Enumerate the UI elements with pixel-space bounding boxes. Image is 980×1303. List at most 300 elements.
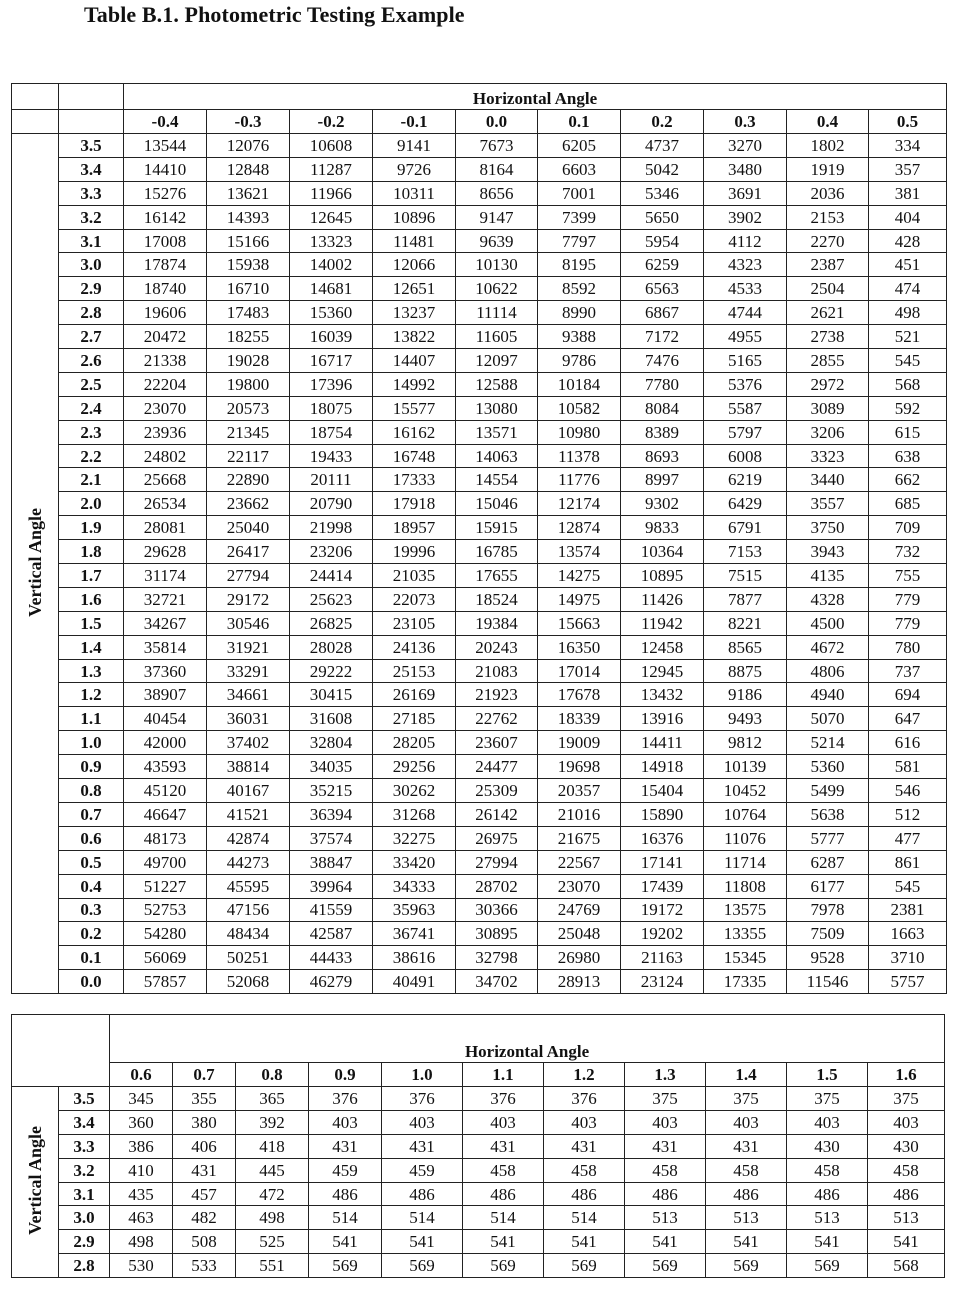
- candela-value-cell: 20357: [538, 779, 621, 803]
- candela-value-cell: 22567: [538, 850, 621, 874]
- candela-value-cell: 21163: [621, 946, 704, 970]
- candela-value-cell: 472: [236, 1182, 309, 1206]
- vertical-angle-row-header: 0.2: [59, 922, 124, 946]
- candela-value-cell: 435: [110, 1182, 173, 1206]
- candela-value-cell: 4500: [787, 611, 869, 635]
- candela-value-cell: 36394: [290, 802, 373, 826]
- candela-value-cell: 458: [787, 1158, 868, 1182]
- candela-value-cell: 17008: [124, 229, 207, 253]
- candela-value-cell: 20243: [456, 635, 538, 659]
- candela-value-cell: 10184: [538, 372, 621, 396]
- table-row: [12, 802, 947, 826]
- candela-value-cell: 9141: [373, 134, 456, 158]
- candela-value-cell: 16785: [456, 540, 538, 564]
- candela-value-cell: 21035: [373, 564, 456, 588]
- photometric-table-1: [11, 83, 947, 994]
- candela-value-cell: 13575: [704, 898, 787, 922]
- vertical-angle-row-header: 0.1: [59, 946, 124, 970]
- candela-value-cell: 5499: [787, 779, 869, 803]
- candela-value-cell: 3440: [787, 468, 869, 492]
- candela-value-cell: 513: [868, 1206, 945, 1230]
- candela-value-cell: 17678: [538, 683, 621, 707]
- corner-cell: [59, 110, 124, 134]
- candela-value-cell: 541: [868, 1230, 945, 1254]
- table-row: [12, 611, 947, 635]
- candela-value-cell: 9812: [704, 731, 787, 755]
- candela-value-cell: 19606: [124, 301, 207, 325]
- candela-value-cell: 51227: [124, 874, 207, 898]
- candela-value-cell: 10139: [704, 755, 787, 779]
- candela-value-cell: 498: [110, 1230, 173, 1254]
- candela-value-cell: 486: [868, 1182, 945, 1206]
- candela-value-cell: 381: [869, 181, 947, 205]
- candela-value-cell: 525: [236, 1230, 309, 1254]
- candela-value-cell: 16376: [621, 826, 704, 850]
- candela-value-cell: 11546: [787, 970, 869, 994]
- candela-value-cell: 18524: [456, 587, 538, 611]
- candela-value-cell: 513: [625, 1206, 706, 1230]
- table-row: [12, 659, 947, 683]
- candela-value-cell: 513: [787, 1206, 868, 1230]
- candela-value-cell: 551: [236, 1254, 309, 1278]
- candela-value-cell: 4323: [704, 253, 787, 277]
- candela-value-cell: 19433: [290, 444, 373, 468]
- candela-value-cell: 541: [309, 1230, 382, 1254]
- candela-value-cell: 533: [173, 1254, 236, 1278]
- candela-value-cell: 29172: [207, 587, 290, 611]
- candela-value-cell: 22890: [207, 468, 290, 492]
- candela-value-cell: 14681: [290, 277, 373, 301]
- candela-value-cell: 36031: [207, 707, 290, 731]
- candela-value-cell: 52753: [124, 898, 207, 922]
- candela-value-cell: 8656: [456, 181, 538, 205]
- candela-value-cell: 16710: [207, 277, 290, 301]
- table-row: [12, 372, 947, 396]
- candela-value-cell: 6177: [787, 874, 869, 898]
- candela-value-cell: 5214: [787, 731, 869, 755]
- candela-value-cell: 7153: [704, 540, 787, 564]
- candela-value-cell: 21016: [538, 802, 621, 826]
- candela-value-cell: 458: [625, 1158, 706, 1182]
- candela-value-cell: 5638: [787, 802, 869, 826]
- candela-value-cell: 2153: [787, 205, 869, 229]
- candela-value-cell: 6603: [538, 157, 621, 181]
- vertical-angle-row-header: 0.7: [59, 802, 124, 826]
- vertical-angle-row-header: 3.2: [59, 205, 124, 229]
- vertical-angle-row-header: 3.0: [59, 253, 124, 277]
- candela-value-cell: 38907: [124, 683, 207, 707]
- candela-value-cell: 17483: [207, 301, 290, 325]
- horizontal-angle-column-header: 1.6: [868, 1063, 945, 1087]
- candela-value-cell: 52068: [207, 970, 290, 994]
- vertical-angle-row-header: 0.6: [59, 826, 124, 850]
- candela-value-cell: 459: [382, 1158, 463, 1182]
- candela-value-cell: 35963: [373, 898, 456, 922]
- candela-value-cell: 9147: [456, 205, 538, 229]
- table-row: [12, 898, 947, 922]
- horizontal-angle-column-header: 0.8: [236, 1063, 309, 1087]
- candela-value-cell: 19172: [621, 898, 704, 922]
- candela-value-cell: 6429: [704, 492, 787, 516]
- table-row: [12, 349, 947, 373]
- candela-value-cell: 32804: [290, 731, 373, 755]
- candela-value-cell: 345: [110, 1087, 173, 1111]
- candela-value-cell: 4737: [621, 134, 704, 158]
- table-row: [12, 181, 947, 205]
- candela-value-cell: 23662: [207, 492, 290, 516]
- candela-value-cell: 3206: [787, 420, 869, 444]
- candela-value-cell: 46647: [124, 802, 207, 826]
- vertical-angle-label: Vertical Angle: [25, 1126, 45, 1235]
- candela-value-cell: 4112: [704, 229, 787, 253]
- candela-value-cell: 6219: [704, 468, 787, 492]
- candela-value-cell: 5376: [704, 372, 787, 396]
- candela-value-cell: 17141: [621, 850, 704, 874]
- table-row: [12, 229, 947, 253]
- candela-value-cell: 18339: [538, 707, 621, 731]
- candela-value-cell: 31268: [373, 802, 456, 826]
- candela-value-cell: 28028: [290, 635, 373, 659]
- vertical-angle-row-header: 2.9: [59, 277, 124, 301]
- candela-value-cell: 7172: [621, 325, 704, 349]
- candela-value-cell: 8195: [538, 253, 621, 277]
- vertical-angle-row-header: 3.1: [59, 1182, 110, 1206]
- vertical-angle-row-header: 1.6: [59, 587, 124, 611]
- candela-value-cell: 15915: [456, 516, 538, 540]
- candela-value-cell: 31174: [124, 564, 207, 588]
- candela-value-cell: 662: [869, 468, 947, 492]
- candela-value-cell: 7797: [538, 229, 621, 253]
- candela-value-cell: 28913: [538, 970, 621, 994]
- candela-value-cell: 709: [869, 516, 947, 540]
- table-row: [12, 468, 947, 492]
- table-row: [12, 1158, 945, 1182]
- candela-value-cell: 10311: [373, 181, 456, 205]
- candela-value-cell: 15046: [456, 492, 538, 516]
- candela-value-cell: 40491: [373, 970, 456, 994]
- candela-value-cell: 14918: [621, 755, 704, 779]
- candela-value-cell: 10364: [621, 540, 704, 564]
- candela-value-cell: 30415: [290, 683, 373, 707]
- candela-value-cell: 581: [869, 755, 947, 779]
- vertical-angle-row-header: 1.1: [59, 707, 124, 731]
- candela-value-cell: 1663: [869, 922, 947, 946]
- candela-value-cell: 15663: [538, 611, 621, 635]
- candela-value-cell: 6867: [621, 301, 704, 325]
- candela-value-cell: 418: [236, 1134, 309, 1158]
- candela-value-cell: 12458: [621, 635, 704, 659]
- candela-value-cell: 30366: [456, 898, 538, 922]
- candela-value-cell: 10130: [456, 253, 538, 277]
- candela-value-cell: 9388: [538, 325, 621, 349]
- candela-value-cell: 13916: [621, 707, 704, 731]
- candela-value-cell: 14275: [538, 564, 621, 588]
- candela-value-cell: 486: [309, 1182, 382, 1206]
- candela-value-cell: 26975: [456, 826, 538, 850]
- candela-value-cell: 27185: [373, 707, 456, 731]
- candela-value-cell: 22762: [456, 707, 538, 731]
- vertical-angle-row-header: 1.3: [59, 659, 124, 683]
- candela-value-cell: 568: [868, 1254, 945, 1278]
- candela-value-cell: 23124: [621, 970, 704, 994]
- candela-value-cell: 36741: [373, 922, 456, 946]
- candela-value-cell: 43593: [124, 755, 207, 779]
- candela-value-cell: 647: [869, 707, 947, 731]
- candela-value-cell: 19698: [538, 755, 621, 779]
- candela-value-cell: 2270: [787, 229, 869, 253]
- horizontal-angle-column-header: 1.5: [787, 1063, 868, 1087]
- candela-value-cell: 569: [787, 1254, 868, 1278]
- candela-value-cell: 463: [110, 1206, 173, 1230]
- candela-value-cell: 16039: [290, 325, 373, 349]
- vertical-angle-label-cell: [12, 1087, 59, 1278]
- candela-value-cell: 21338: [124, 349, 207, 373]
- vertical-angle-row-header: 2.8: [59, 1254, 110, 1278]
- candela-value-cell: 7001: [538, 181, 621, 205]
- horizontal-angle-column-header: 0.6: [110, 1063, 173, 1087]
- candela-value-cell: 357: [869, 157, 947, 181]
- candela-value-cell: 3943: [787, 540, 869, 564]
- candela-value-cell: 19996: [373, 540, 456, 564]
- candela-value-cell: 21083: [456, 659, 538, 683]
- horizontal-angle-column-header: 1.3: [625, 1063, 706, 1087]
- candela-value-cell: 486: [706, 1182, 787, 1206]
- vertical-angle-row-header: 2.6: [59, 349, 124, 373]
- candela-value-cell: 10622: [456, 277, 538, 301]
- candela-value-cell: 8221: [704, 611, 787, 635]
- candela-value-cell: 431: [706, 1134, 787, 1158]
- candela-value-cell: 24802: [124, 444, 207, 468]
- corner-cell: [12, 110, 59, 134]
- candela-value-cell: 10452: [704, 779, 787, 803]
- candela-value-cell: 375: [706, 1087, 787, 1111]
- candela-value-cell: 56069: [124, 946, 207, 970]
- candela-value-cell: 46279: [290, 970, 373, 994]
- candela-value-cell: 13544: [124, 134, 207, 158]
- table-row: [12, 587, 947, 611]
- candela-value-cell: 568: [869, 372, 947, 396]
- candela-value-cell: 11114: [456, 301, 538, 325]
- vertical-angle-row-header: 1.4: [59, 635, 124, 659]
- candela-value-cell: 3691: [704, 181, 787, 205]
- candela-value-cell: 4940: [787, 683, 869, 707]
- candela-value-cell: 5650: [621, 205, 704, 229]
- candela-value-cell: 35215: [290, 779, 373, 803]
- candela-value-cell: 451: [869, 253, 947, 277]
- candela-value-cell: 5587: [704, 396, 787, 420]
- horizontal-angle-column-header: 0.3: [704, 110, 787, 134]
- candela-value-cell: 403: [382, 1110, 463, 1134]
- candela-value-cell: 2621: [787, 301, 869, 325]
- table-row: [12, 1230, 945, 1254]
- candela-value-cell: 25309: [456, 779, 538, 803]
- candela-value-cell: 355: [173, 1087, 236, 1111]
- horizontal-angle-column-header: -0.1: [373, 110, 456, 134]
- candela-value-cell: 694: [869, 683, 947, 707]
- candela-value-cell: 12874: [538, 516, 621, 540]
- candela-value-cell: 5070: [787, 707, 869, 731]
- candela-value-cell: 12651: [373, 277, 456, 301]
- candela-value-cell: 12848: [207, 157, 290, 181]
- candela-value-cell: 458: [868, 1158, 945, 1182]
- candela-value-cell: 5360: [787, 755, 869, 779]
- vertical-angle-row-header: 2.2: [59, 444, 124, 468]
- candela-value-cell: 512: [869, 802, 947, 826]
- candela-value-cell: 376: [463, 1087, 544, 1111]
- candela-value-cell: 11076: [704, 826, 787, 850]
- candela-value-cell: 3557: [787, 492, 869, 516]
- vertical-angle-row-header: 3.2: [59, 1158, 110, 1182]
- candela-value-cell: 12076: [207, 134, 290, 158]
- vertical-angle-row-header: 2.0: [59, 492, 124, 516]
- candela-value-cell: 403: [463, 1110, 544, 1134]
- candela-value-cell: 32721: [124, 587, 207, 611]
- candela-value-cell: 7673: [456, 134, 538, 158]
- candela-value-cell: 403: [309, 1110, 382, 1134]
- candela-value-cell: 33420: [373, 850, 456, 874]
- candela-value-cell: 486: [382, 1182, 463, 1206]
- candela-value-cell: 28702: [456, 874, 538, 898]
- candela-value-cell: 34702: [456, 970, 538, 994]
- candela-value-cell: 34333: [373, 874, 456, 898]
- candela-value-cell: 28205: [373, 731, 456, 755]
- candela-value-cell: 365: [236, 1087, 309, 1111]
- candela-value-cell: 755: [869, 564, 947, 588]
- table-row: [12, 564, 947, 588]
- candela-value-cell: 9528: [787, 946, 869, 970]
- candela-value-cell: 40167: [207, 779, 290, 803]
- candela-value-cell: 13355: [704, 922, 787, 946]
- vertical-angle-row-header: 2.1: [59, 468, 124, 492]
- candela-value-cell: 40454: [124, 707, 207, 731]
- table-row: [12, 277, 947, 301]
- candela-value-cell: 431: [309, 1134, 382, 1158]
- table-row: [12, 1182, 945, 1206]
- candela-value-cell: 14393: [207, 205, 290, 229]
- horizontal-angle-column-header: -0.4: [124, 110, 207, 134]
- horizontal-angle-column-header: 1.4: [706, 1063, 787, 1087]
- candela-value-cell: 29256: [373, 755, 456, 779]
- candela-value-cell: 20790: [290, 492, 373, 516]
- candela-value-cell: 498: [236, 1206, 309, 1230]
- candela-value-cell: 360: [110, 1110, 173, 1134]
- candela-value-cell: 25048: [538, 922, 621, 946]
- candela-value-cell: 11426: [621, 587, 704, 611]
- candela-value-cell: 9833: [621, 516, 704, 540]
- candela-value-cell: 25623: [290, 587, 373, 611]
- candela-value-cell: 20472: [124, 325, 207, 349]
- candela-value-cell: 431: [463, 1134, 544, 1158]
- candela-value-cell: 22117: [207, 444, 290, 468]
- candela-value-cell: 29628: [124, 540, 207, 564]
- candela-value-cell: 5346: [621, 181, 704, 205]
- candela-value-cell: 26169: [373, 683, 456, 707]
- table-row: [12, 301, 947, 325]
- candela-value-cell: 615: [869, 420, 947, 444]
- candela-value-cell: 12066: [373, 253, 456, 277]
- candela-value-cell: 10764: [704, 802, 787, 826]
- candela-value-cell: 23936: [124, 420, 207, 444]
- candela-value-cell: 27794: [207, 564, 290, 588]
- candela-value-cell: 28081: [124, 516, 207, 540]
- candela-value-cell: 31921: [207, 635, 290, 659]
- table-row: [12, 970, 947, 994]
- candela-value-cell: 15890: [621, 802, 704, 826]
- candela-value-cell: 477: [869, 826, 947, 850]
- candela-value-cell: 17333: [373, 468, 456, 492]
- vertical-angle-row-header: 3.1: [59, 229, 124, 253]
- candela-value-cell: 445: [236, 1158, 309, 1182]
- candela-value-cell: 42874: [207, 826, 290, 850]
- table-row: [12, 826, 947, 850]
- candela-value-cell: 38814: [207, 755, 290, 779]
- vertical-angle-row-header: 2.8: [59, 301, 124, 325]
- candela-value-cell: 19028: [207, 349, 290, 373]
- table-row: [12, 850, 947, 874]
- table-row: [12, 205, 947, 229]
- vertical-angle-label-cell: [12, 134, 59, 994]
- vertical-angle-row-header: 1.0: [59, 731, 124, 755]
- candela-value-cell: 4955: [704, 325, 787, 349]
- candela-value-cell: 26534: [124, 492, 207, 516]
- candela-value-cell: 13571: [456, 420, 538, 444]
- candela-value-cell: 30895: [456, 922, 538, 946]
- candela-value-cell: 12945: [621, 659, 704, 683]
- candela-value-cell: 514: [544, 1206, 625, 1230]
- candela-value-cell: 545: [869, 874, 947, 898]
- candela-value-cell: 7780: [621, 372, 704, 396]
- candela-value-cell: 457: [173, 1182, 236, 1206]
- candela-value-cell: 33291: [207, 659, 290, 683]
- table-row: [12, 635, 947, 659]
- candela-value-cell: 13621: [207, 181, 290, 205]
- table-row: [12, 1206, 945, 1230]
- horizontal-angle-column-header: 0.2: [621, 110, 704, 134]
- table-row: [12, 492, 947, 516]
- candela-value-cell: 5757: [869, 970, 947, 994]
- candela-value-cell: 11481: [373, 229, 456, 253]
- table-row: [12, 540, 947, 564]
- candela-value-cell: 44273: [207, 850, 290, 874]
- candela-value-cell: 37574: [290, 826, 373, 850]
- candela-value-cell: 26980: [538, 946, 621, 970]
- candela-value-cell: 25040: [207, 516, 290, 540]
- candela-value-cell: 15345: [704, 946, 787, 970]
- vertical-angle-row-header: 3.0: [59, 1206, 110, 1230]
- candela-value-cell: 4533: [704, 277, 787, 301]
- candela-value-cell: 11776: [538, 468, 621, 492]
- candela-value-cell: 48173: [124, 826, 207, 850]
- candela-value-cell: 334: [869, 134, 947, 158]
- candela-value-cell: 16717: [290, 349, 373, 373]
- candela-value-cell: 458: [544, 1158, 625, 1182]
- candela-value-cell: 6008: [704, 444, 787, 468]
- candela-value-cell: 12588: [456, 372, 538, 396]
- candela-value-cell: 2855: [787, 349, 869, 373]
- candela-value-cell: 2036: [787, 181, 869, 205]
- candela-value-cell: 569: [382, 1254, 463, 1278]
- candela-value-cell: 26417: [207, 540, 290, 564]
- candela-value-cell: 3710: [869, 946, 947, 970]
- horizontal-angle-header: Horizontal Angle: [110, 1015, 945, 1063]
- table-row: [12, 946, 947, 970]
- candela-value-cell: 27994: [456, 850, 538, 874]
- candela-value-cell: 18957: [373, 516, 456, 540]
- candela-value-cell: 24414: [290, 564, 373, 588]
- candela-value-cell: 13237: [373, 301, 456, 325]
- candela-value-cell: 23206: [290, 540, 373, 564]
- candela-value-cell: 11378: [538, 444, 621, 468]
